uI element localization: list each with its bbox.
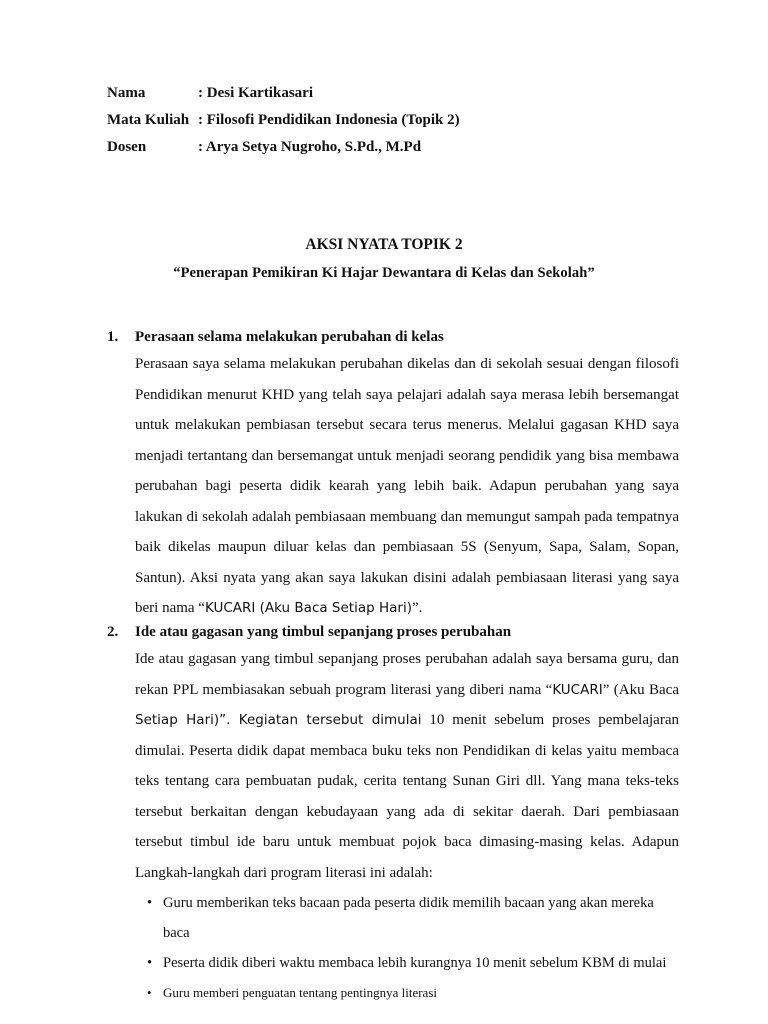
section-2-text-a: Ide atau gagasan yang timbul sepanjang proses perubahan adalah saya bersama guru, dan rekan PPL membiasakan sebuah program literasi yang diberi nama “ [135, 651, 679, 698]
section-2-text-b: ” (Aku Baca [602, 681, 679, 698]
steps-list [147, 888, 679, 1008]
list-item-text: Peserta didik diberi waktu membaca lebih kurangnya 10 menit sebelum KBM di mulai [163, 955, 667, 971]
student-info [107, 83, 460, 164]
section-2-heading [107, 620, 679, 644]
section-2-quote-b: Setiap Hari)”. Kegiatan tersebut dimulai [135, 712, 422, 728]
bullet-icon: • [147, 985, 152, 1000]
list-item-text: Guru memberi penguatan tentang pentingnya literasi [163, 985, 437, 1000]
section-1-heading [107, 325, 679, 349]
bullet-icon: • [147, 895, 153, 911]
list-item [147, 888, 679, 948]
list-item-text: Guru memberikan teks bacaan pada peserta didik memilih bacaan yang akan mereka baca [163, 895, 654, 941]
page-title: AKSI NYATA TOPIK 2 [305, 236, 463, 253]
section-1-quote: KUCARI (Aku Baca Setiap Hari) [204, 600, 412, 616]
section-1-text: Perasaan saya selama melakukan perubahan dikelas dan di sekolah sesuai dengan filosofi Pendidikan menurut KHD yang telah saya pelajari adalah saya merasa lebih bersemangat untuk melakukan pembiasan tersebut secara terus menerus. Melalui gagasan KHD saya menjadi tertantang dan bersemangat untuk menjadi seorang pendidik yang bisa membawa perubahan bagi peserta didik kearah yang lebih baik. Adapun perubahan yang saya lakukan di sekolah adalah pembiasaan membuang dan memungut sampah pada tempatnya baik dikelas maupun diluar kelas dan pembiasaan 5S (Senyum, Sapa, Salam, Sopan, Santun). Aksi nyata yang akan saya lakukan disini adalah pembiasaan literasi yang saya beri nama “ [135, 356, 679, 616]
section-2-paragraph [135, 644, 679, 888]
section-1-paragraph [135, 349, 679, 624]
name-label: Nama [107, 85, 146, 101]
course-label: Mata Kuliah [107, 112, 190, 128]
name-value: : Desi Kartikasari [198, 85, 313, 101]
section-2-text-c: 10 menit sebelum proses pembelajaran dimulai. Peserta didik dapat membaca buku teks non Pendidikan di kelas yaitu membaca teks tentang cara pembuatan pudak, cerita tentang Sunan Giri dll. Yang mana teks-teks tersebut berkaitan dengan kebudayaan yang ada di sekitar daerah. Dari pembiasaan tersebut timbul ide baru untuk membuat pojok baca dimasing-masing kelas. Adapun Langkah-langkah dari program literasi ini adalah: [135, 712, 679, 881]
bullet-icon: • [147, 955, 153, 971]
section-2 [107, 620, 679, 1008]
lecturer-label: Dosen [107, 139, 147, 155]
course-value: : Filosofi Pendidikan Indonesia (Topik 2) [198, 112, 460, 128]
lecturer-value: : Arya Setya Nugroho, S.Pd., M.Pd [198, 139, 422, 155]
section-1 [107, 325, 679, 624]
section-2-quote-a: KUCARI [552, 681, 603, 698]
section-1-number: 1. [107, 329, 119, 345]
section-1-title: Perasaan selama melakukan perubahan di kelas [135, 329, 444, 345]
section-1-text-end: ”. [411, 600, 423, 616]
info-row-name [107, 83, 460, 110]
page-subtitle: “Penerapan Pemikiran Ki Hajar Dewantara di Kelas dan Sekolah” [173, 265, 595, 281]
section-2-title: Ide atau gagasan yang timbul sepanjang proses perubahan [135, 624, 512, 640]
section-2-number: 2. [107, 624, 119, 640]
list-item [147, 948, 679, 978]
list-item [147, 978, 679, 1008]
info-row-course [107, 110, 460, 137]
info-row-lecturer [107, 137, 460, 164]
